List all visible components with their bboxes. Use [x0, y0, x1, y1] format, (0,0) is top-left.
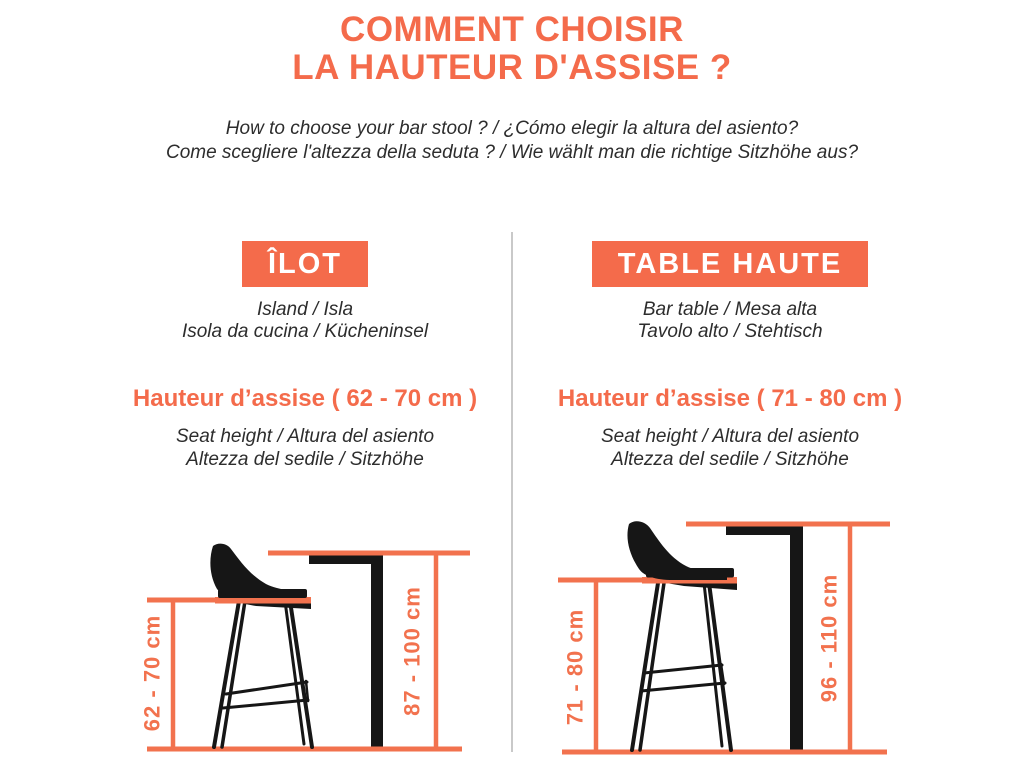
table-haute-seat-height-translations: [518, 425, 942, 471]
title-line-2: LA HAUTEUR D'ASSISE ?: [292, 48, 732, 87]
ilot-translation-line-1: Island / Isla: [256, 299, 354, 320]
ilot-seat-height-translations: [100, 425, 510, 471]
stool-footrest-lower: [641, 683, 725, 691]
ilot-badge: ÎLOT: [242, 241, 368, 287]
stool-footrest-lower: [223, 700, 308, 708]
column-table-haute: [518, 241, 942, 471]
column-ilot: [100, 241, 510, 471]
seat-height-value: 71 - 80 cm: [562, 608, 588, 726]
page-subtitle: [0, 117, 1024, 165]
subtitle-line-2: Come scegliere l'altezza della seduta ? / Wie wählt man die richtige Sitzhöhe aus?: [165, 142, 859, 163]
ilot-translation-line-2: Isola da cucina / Kücheninsel: [181, 321, 429, 342]
ilot-seat-translation-line-1: Seat height / Altura del asiento: [175, 426, 435, 447]
table-leg: [371, 555, 383, 748]
ilot-seat-height-label: Hauteur d’assise ( 62 - 70 cm ): [132, 385, 478, 412]
title-line-1: COMMENT CHOISIR: [340, 10, 684, 49]
table-haute-seat-height-label: Hauteur d’assise ( 71 - 80 cm ): [557, 385, 903, 412]
table-leg: [790, 526, 803, 750]
stool-seat-underside: [240, 603, 311, 609]
table-height-value: 96 - 110 cm: [816, 573, 842, 703]
table-height-value: 87 - 100 cm: [399, 586, 425, 716]
table-haute-seat-translation-line-2: Altezza del sedile / Sitzhöhe: [611, 449, 849, 470]
table-haute-badge-translations: [518, 299, 942, 343]
stool-seat-underside: [666, 583, 737, 590]
column-divider: [511, 232, 513, 752]
ilot-stool-illustration: [210, 544, 312, 747]
ilot-diagram: [130, 500, 480, 768]
ilot-table-height-measure: [400, 553, 437, 748]
stool-footrest-upper: [644, 665, 722, 673]
table-haute-translation-line-2: Tavolo alto / Stehtisch: [637, 321, 823, 342]
ilot-badge-translations: [100, 299, 510, 343]
table-haute-seat-translation-line-1: Seat height / Altura del asiento: [600, 426, 860, 447]
table-haute-badge: TABLE HAUTE: [592, 241, 868, 287]
page-title: [0, 11, 1024, 87]
seat-height-value: 62 - 70 cm: [139, 614, 165, 732]
table-haute-translation-line-1: Bar table / Mesa alta: [642, 299, 818, 320]
table-haute-diagram: [540, 495, 940, 768]
stool-footrest-upper: [226, 682, 307, 694]
subtitle-line-1: How to choose your bar stool ? / ¿Cómo elegir la altura del asiento?: [225, 118, 799, 139]
table-haute-stool-illustration: [627, 521, 737, 750]
table-haute-table-height-measure: [817, 524, 851, 750]
ilot-seat-translation-line-2: Altezza del sedile / Sitzhöhe: [186, 449, 424, 470]
